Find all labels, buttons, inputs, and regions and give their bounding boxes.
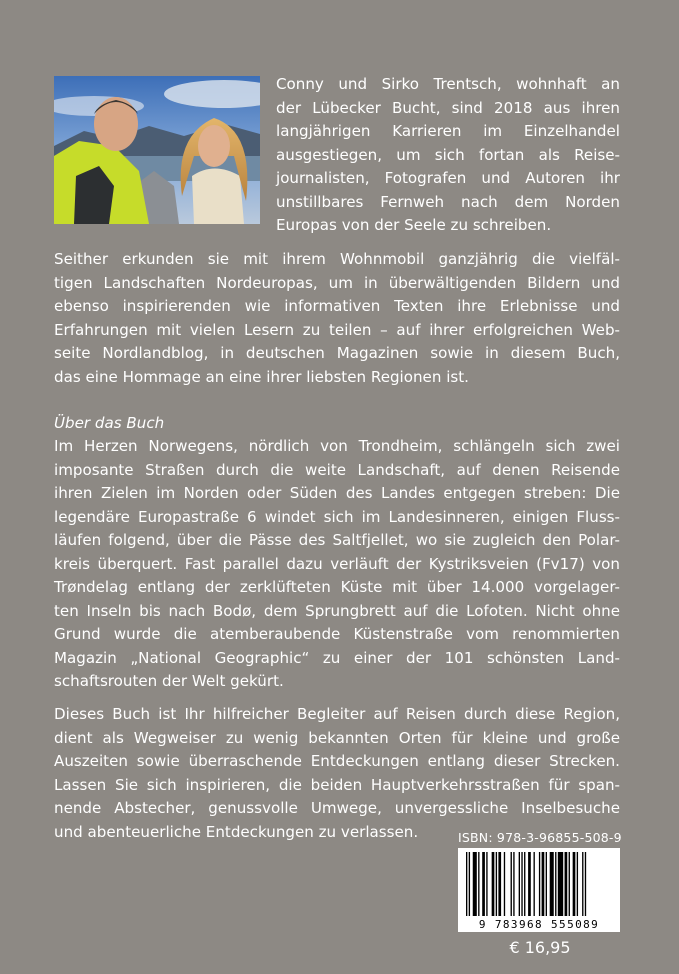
barcode-bar xyxy=(528,852,531,916)
paragraph-line: und abenteuerliche Entdeckungen zu verlassen. xyxy=(54,822,419,841)
barcode xyxy=(458,848,620,932)
intro-line: Conny und Sirko Trentsch, wohnhaft an xyxy=(276,75,620,93)
intro-line: langjährigen Karrieren im Einzelhandel xyxy=(276,122,620,140)
barcode-bar xyxy=(585,852,586,916)
author-intro xyxy=(276,73,620,238)
barcode-bar xyxy=(582,852,583,916)
paragraph-line: das eine Hommage an eine ihrer liebsten Regionen ist. xyxy=(54,367,469,386)
barcode-bar xyxy=(478,852,479,916)
paragraph-line: imposante Straßen durch die weite Landschaft, auf denen Reisende xyxy=(54,460,620,479)
barcode-bar xyxy=(555,852,556,916)
barcode-bar xyxy=(498,852,501,916)
author-photo-image xyxy=(54,76,260,224)
barcode-bar xyxy=(565,852,568,916)
paragraph-line: legendäre Europastraße 6 windet sich im Landesinneren, einigen Fluss- xyxy=(54,507,620,526)
barcode-bar xyxy=(466,852,467,916)
paragraph-line: ten Inseln bis nach Bodø, dem Sprungbrett auf die Lofoten. Nicht ohne xyxy=(54,601,620,620)
intro-line: ausgestiegen, um sich fortan als Reise- xyxy=(276,145,620,164)
paragraph-line: Seither erkunden sie mit ihrem Wohnmobil ganzjährig die vielfäl- xyxy=(54,250,620,268)
paragraph-line: Grund wurde die atemberaubende Küstenstraße vom renommierten xyxy=(54,625,620,643)
intro-line: der Lübecker Bucht, sind 2018 aus ihren xyxy=(276,98,620,117)
barcode-bar xyxy=(513,852,514,916)
price-label: € 16,95 xyxy=(509,938,571,957)
paragraph-line: schaftsrouten der Welt gekürt. xyxy=(54,672,284,690)
paragraph-line: ihren Zielen im Norden oder Süden des Landes entgegen streben: Die xyxy=(54,484,620,502)
paragraph-line: läufen folgend, über die Pässe des Saltfjellet, wo sie zugleich den Polar- xyxy=(54,531,620,549)
authors-paragraph xyxy=(54,248,620,389)
barcode-bar xyxy=(473,852,477,916)
intro-line: unstillbares Fernweh nach dem Norden xyxy=(276,192,620,211)
paragraph-line: Auszeiten sowie überraschende Entdeckungen entlang dieser Strecken. xyxy=(54,752,620,770)
paragraph-line: nende Abstecher, genussvolle Umwege, unvergessliche Inselbesuche xyxy=(54,799,620,817)
barcode-digits: 9 783968 555089 xyxy=(478,918,600,931)
paragraph-line: Erfahrungen mit vielen Lesern zu teilen – auf ihrer erfolgreichen Web- xyxy=(54,320,620,339)
barcode-bar xyxy=(482,852,485,916)
barcode-bar xyxy=(519,852,520,916)
barcode-bar xyxy=(558,852,563,916)
section-heading: Über das Buch xyxy=(54,414,165,432)
barcode-bar xyxy=(539,852,540,916)
paragraph-line: Trøndelag entlang der zerklüfteten Küste mit über 14.000 vorgelager- xyxy=(54,578,620,596)
barcode-bar xyxy=(486,852,487,916)
barcode-bar xyxy=(569,852,570,916)
barcode-bar xyxy=(511,852,512,916)
paragraph-line: Magazin „National Geographic“ zu einer der 101 schönsten Land- xyxy=(54,648,620,667)
paragraph-line: kreis überquert. Fast parallel dazu verläuft der Kystriksveien (Fv17) von xyxy=(54,554,620,573)
barcode-bar xyxy=(492,852,495,916)
paragraph-line: tigen Landschaften Nordeuropas, um in überwältigenden Bildern und xyxy=(54,273,620,292)
paragraph-line: seite Nordlandblog, in deutschen Magazinen sowie in diesem Buch, xyxy=(54,344,620,362)
barcode-bar xyxy=(577,852,578,916)
barcode-bar xyxy=(534,852,535,916)
barcode-bar xyxy=(521,852,522,916)
barcode-bar xyxy=(550,852,554,916)
author-photo xyxy=(54,76,260,224)
paragraph-line: Dieses Buch ist Ihr hilfreicher Begleiter auf Reisen durch diese Region, xyxy=(54,705,620,723)
intro-line: journalisten, Fotografen und Autoren ihr xyxy=(276,169,620,187)
paragraph-line: ebenso inspirierenden wie informativen Texten ihre Erlebnisse und xyxy=(54,297,620,315)
paragraph-line: Im Herzen Norwegens, nördlich von Trondheim, schlängeln sich zwei xyxy=(54,437,620,455)
barcode-bar xyxy=(496,852,497,916)
barcode-bar xyxy=(524,852,525,916)
intro-line: Europas von der Seele zu schreiben. xyxy=(276,216,552,234)
paragraph-line: Lassen Sie sich inspirieren, die beiden Hauptverkehrsstraßen für span- xyxy=(54,775,620,794)
barcode-bar xyxy=(573,852,576,916)
barcode-bar xyxy=(542,852,545,916)
barcode-bar xyxy=(469,852,470,916)
paragraph-line: dient als Wegweiser zu wenig bekannten Orten für kleine und große xyxy=(54,728,620,747)
guide-paragraph xyxy=(54,703,620,844)
book-description-paragraph xyxy=(54,435,620,694)
barcode-bar xyxy=(504,852,505,916)
barcode-bar xyxy=(546,852,547,916)
isbn-label: ISBN: 978-3-96855-508-9 xyxy=(458,830,622,845)
